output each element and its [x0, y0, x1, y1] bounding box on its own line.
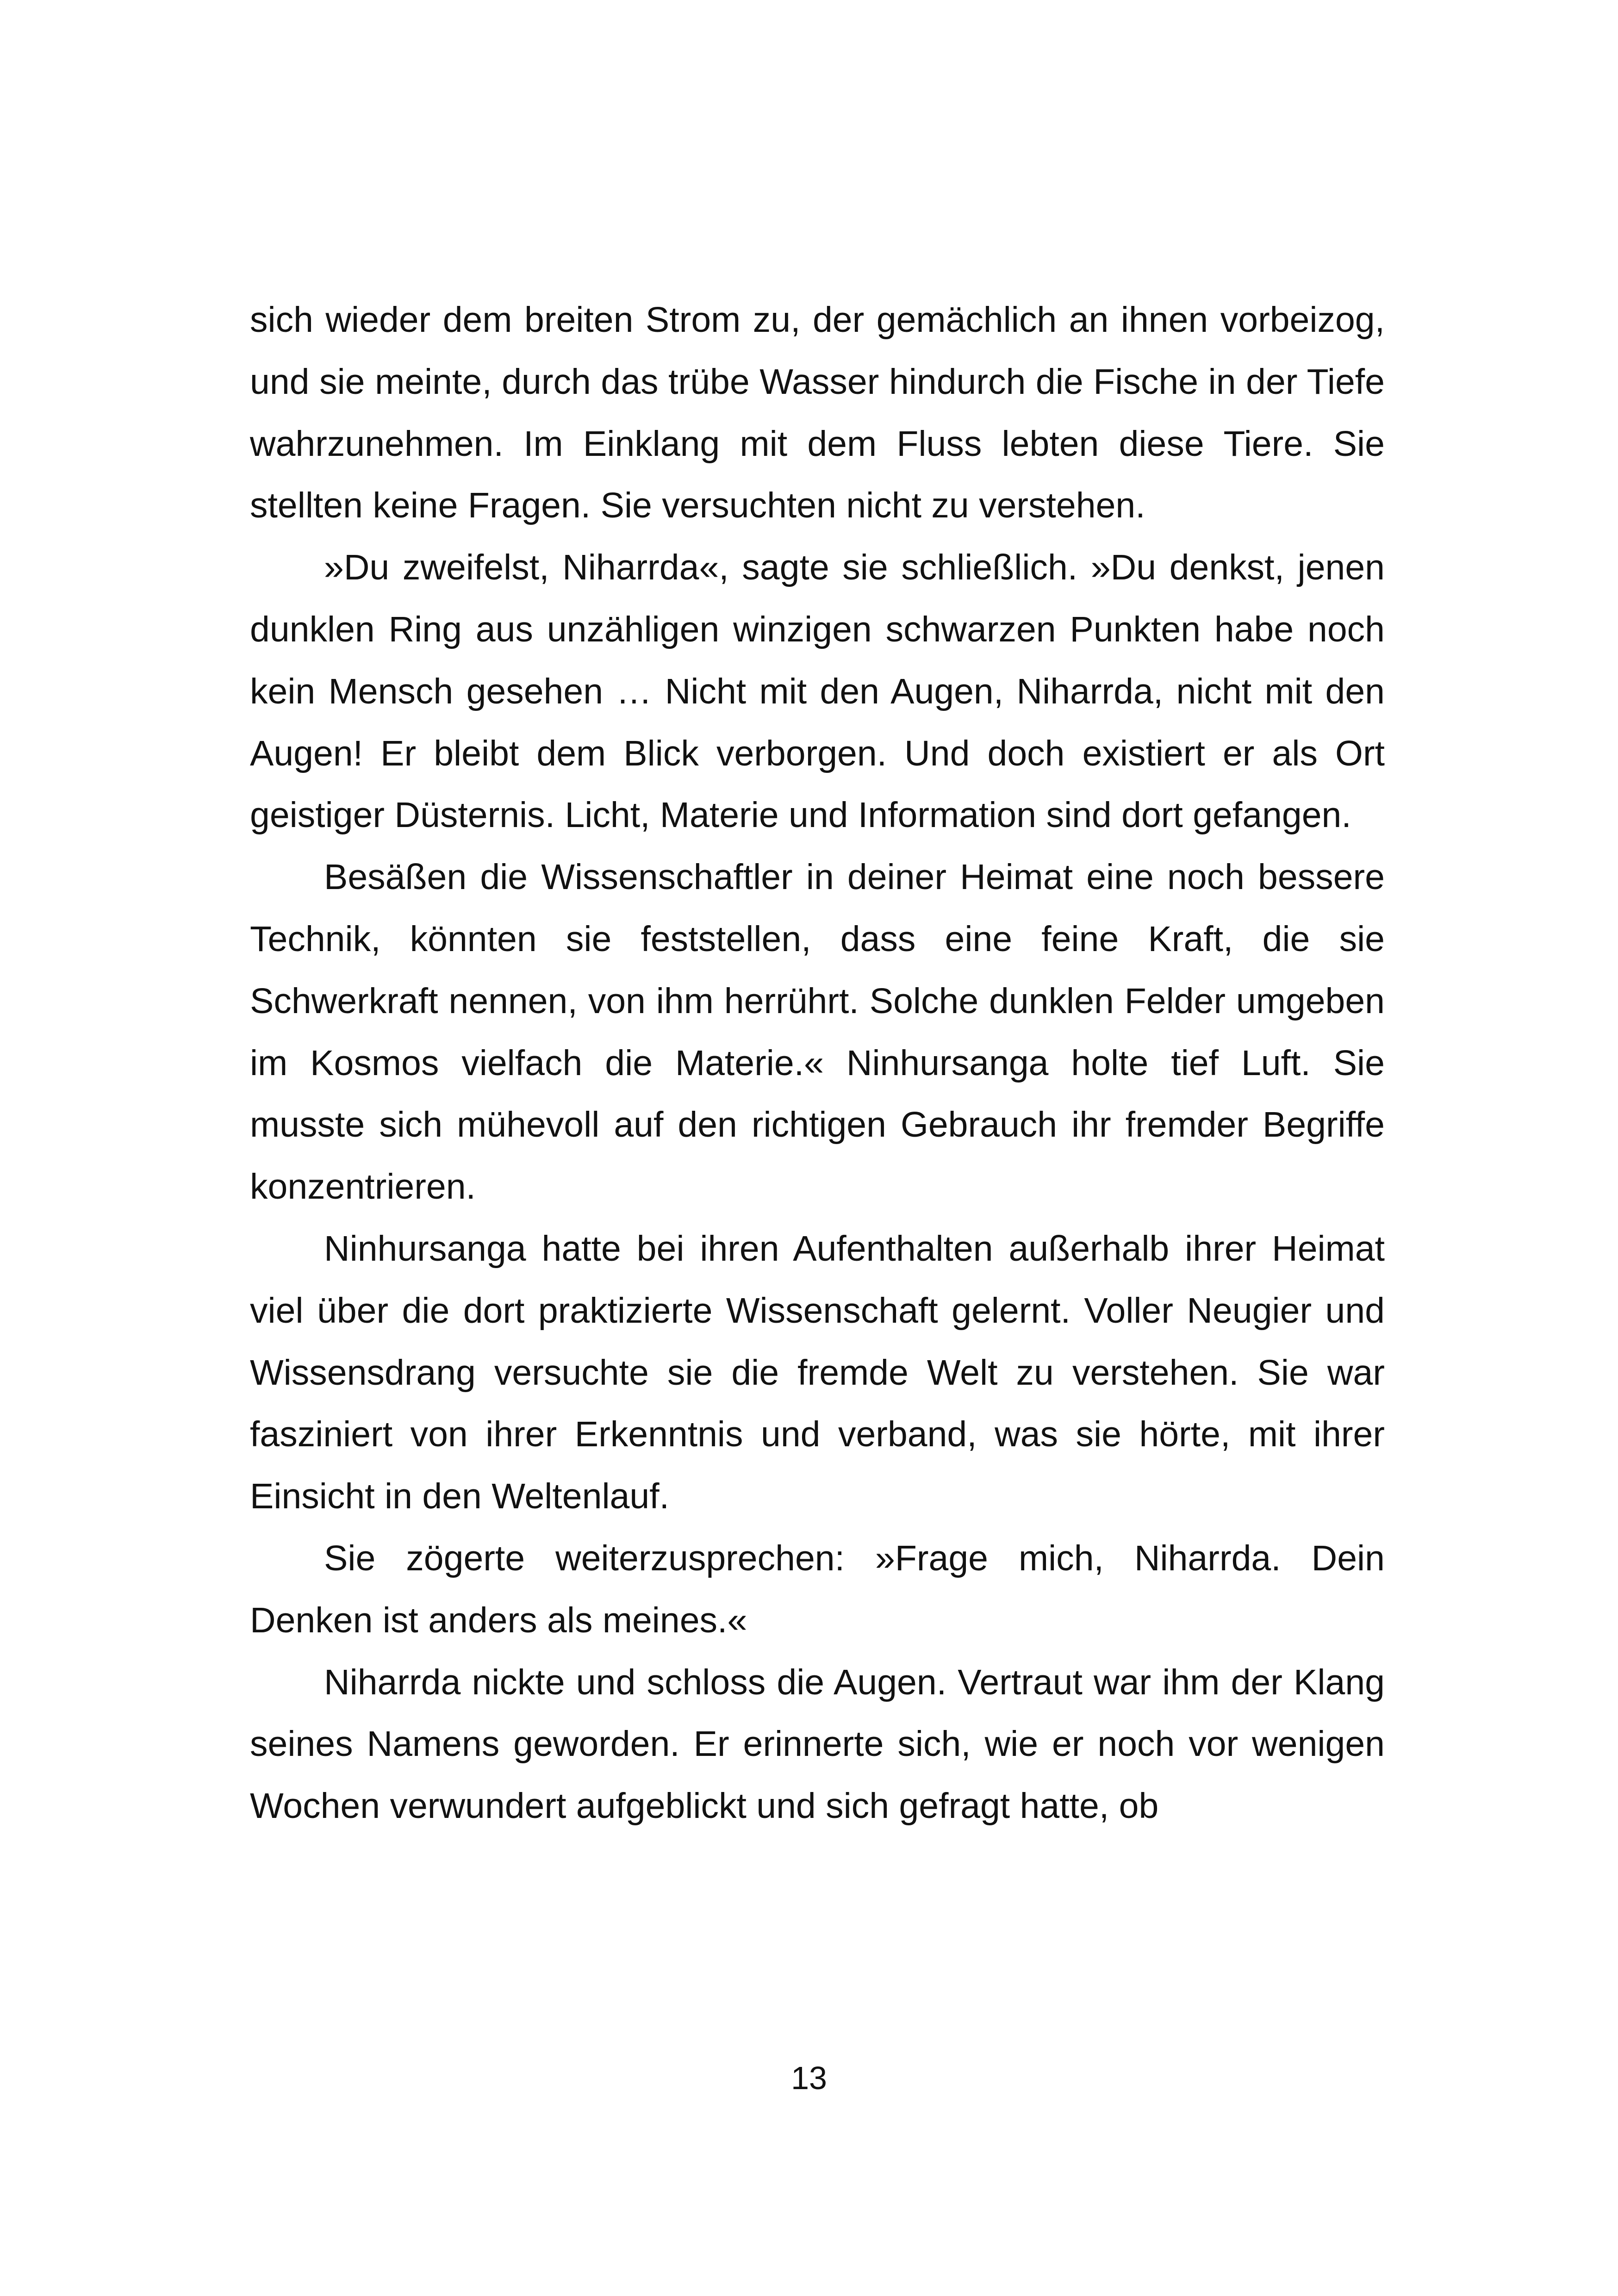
- paragraph: »Du zweifelst, Niharrda«, sagte sie schließlich. »Du denkst, jenen dunklen Ring aus unzähligen winzigen schwarzen Punkten habe noch kein Mensch gesehen … Nicht mit den Augen, Niharrda, nicht mit den Augen! Er bleibt dem Blick verborgen. Und doch existiert er als Ort geistiger Düsternis. Licht, Materie und Information sind dort gefangen.: [250, 548, 1385, 835]
- body-text: [250, 289, 1385, 1837]
- page-number: 13: [791, 2060, 827, 2096]
- paragraph: Besäßen die Wissenschaftler in deiner Heimat eine noch bessere Technik, könnten sie feststellen, dass eine feine Kraft, die sie Schwerkraft nennen, von ihm herrührt. Solche dunklen Felder umgeben im Kosmos vielfach die Materie.« Ninhursanga holte tief Luft. Sie musste sich mühevoll auf den richtigen Gebrauch ihr fremder Begriffe konzentrieren.: [250, 857, 1385, 1207]
- paragraph: Ninhursanga hatte bei ihren Aufenthalten außerhalb ihrer Heimat viel über die dort praktizierte Wissenschaft gelernt. Voller Neugier und Wissensdrang versuchte sie die fremde Welt zu verstehen. Sie war fasziniert von ihrer Erkenntnis und verband, was sie hörte, mit ihrer Einsicht in den Weltenlauf.: [250, 1228, 1385, 1517]
- paragraph: Niharrda nickte und schloss die Augen. Vertraut war ihm der Klang seines Namens geworden. Er erinnerte sich, wie er noch vor wenigen Wochen verwundert aufgeblickt und sich gefragt hatte, ob: [250, 1662, 1385, 1826]
- paragraph: Sie zögerte weiterzusprechen: »Frage mich, Niharrda. Dein Denken ist anders als meines.«: [250, 1538, 1385, 1640]
- paragraph: sich wieder dem breiten Strom zu, der gemächlich an ihnen vorbeizog, und sie meinte, durch das trübe Wasser hindurch die Fische in der Tiefe wahrzunehmen. Im Einklang mit dem Fluss lebten diese Tiere. Sie stellten keine Fragen. Sie versuchten nicht zu verstehen.: [250, 300, 1385, 526]
